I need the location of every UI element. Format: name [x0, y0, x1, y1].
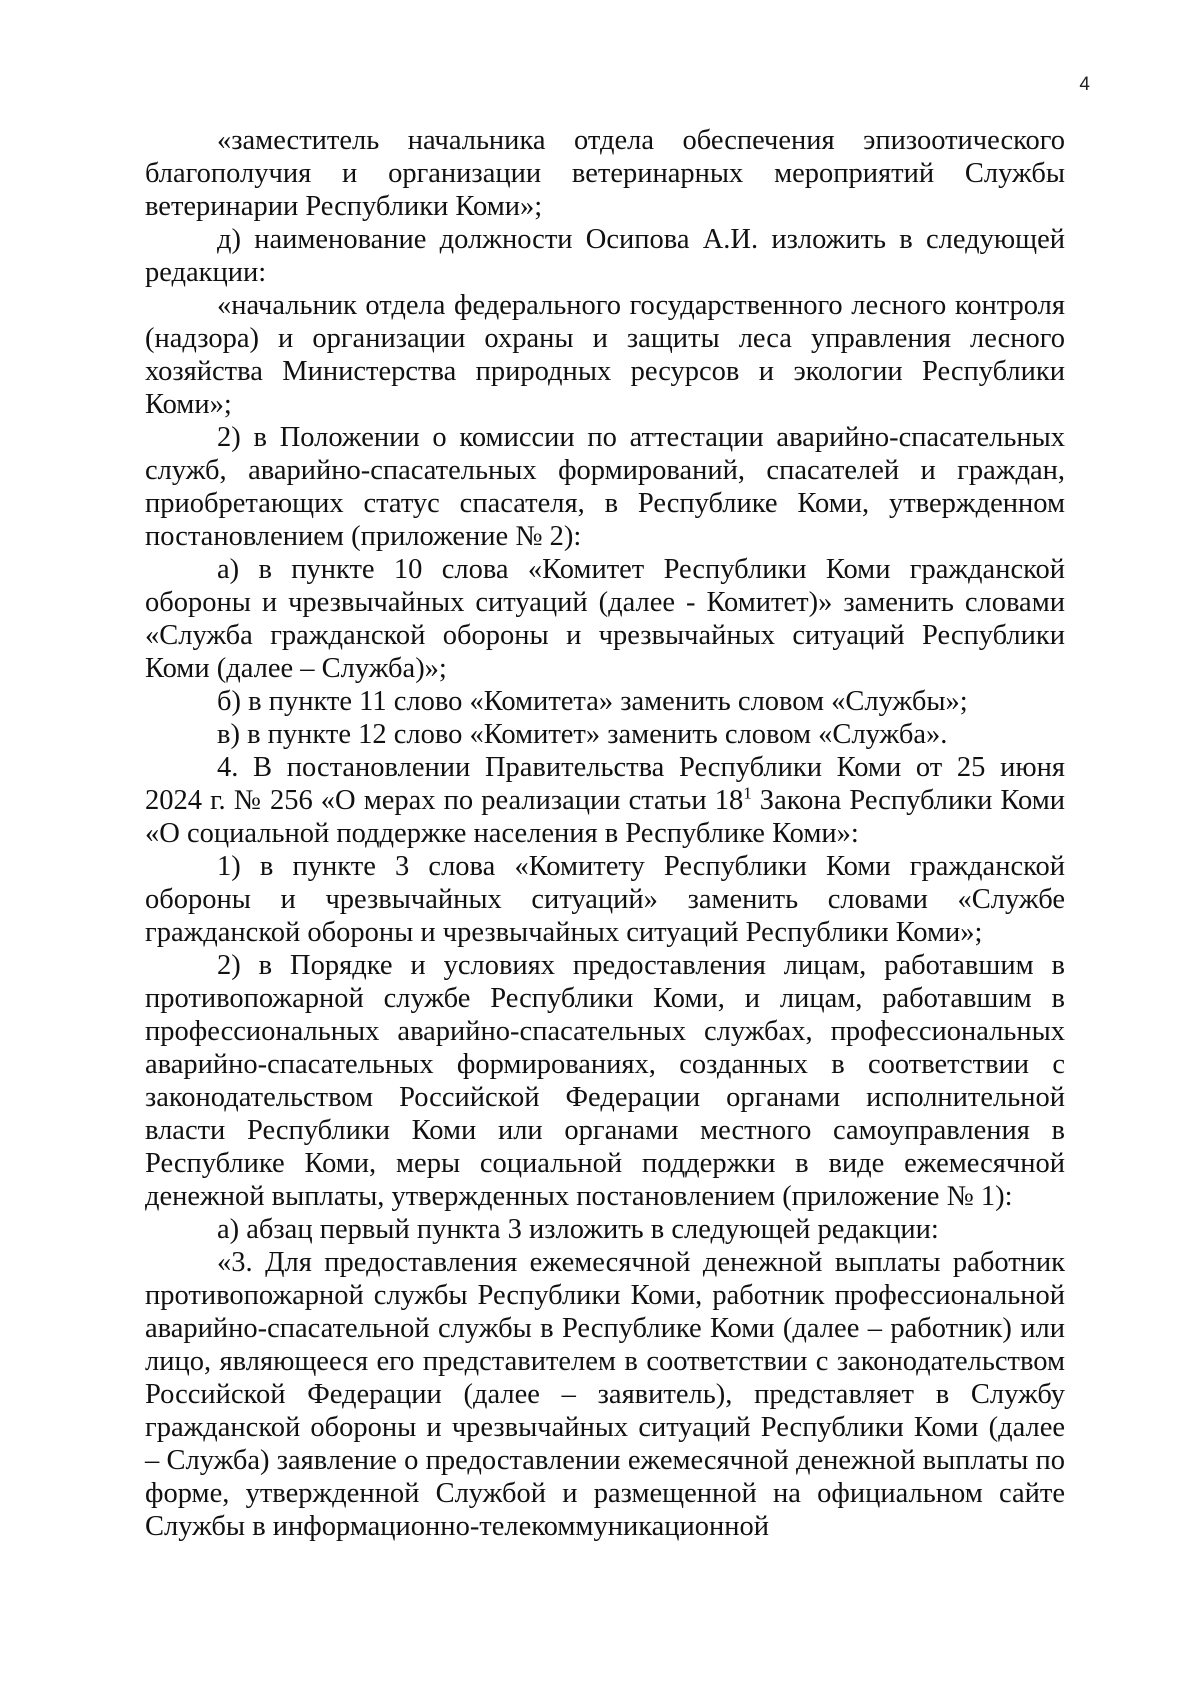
paragraph-2: д) наименование должности Осипова А.И. изложить в следующей редакции: — [145, 224, 1065, 288]
paragraph-3: «начальник отдела федерального государственного лесного контроля (надзора) и организации охраны и защиты леса управления лесного хозяйства Министерства природных ресурсов и экологии Республики Коми»; — [145, 290, 1065, 420]
paragraph-8-superscript: 1 — [743, 783, 752, 803]
paragraph-6: б) в пункте 11 слово «Комитета» заменить словом «Службы»; — [217, 686, 968, 717]
paragraph-12: «3. Для предоставления ежемесячной денежной выплаты работник противопожарной службы Республики Коми, работник профессиональной аварийно-спасательной службы в Республике Коми (далее – работник) или лицо, являющееся его представителем в соответствии с законодательством Российской Федерации (далее – заявитель), представляет в Службу гражданской обороны и чрезвычайных ситуаций Республики Коми (далее – Служба) заявление о предоставлении ежемесячной денежной выплаты по форме, утвержденной Службой и размещенной на официальном сайте Службы в информационно-телекоммуникационной — [145, 1247, 1065, 1542]
paragraph-4: 2) в Положении о комиссии по аттестации аварийно-спасательных служб, аварийно-спасательных формирований, спасателей и граждан, приобретающих статус спасателя, в Республике Коми, утвержденном постановлением (приложение № 2): — [145, 422, 1065, 552]
paragraph-5: а) в пункте 10 слова «Комитет Республики Коми гражданской обороны и чрезвычайных ситуаций (далее - Комитет)» заменить словами «Служба гражданской обороны и чрезвычайных ситуаций Республики Коми (далее – Служба)»; — [145, 554, 1065, 684]
paragraph-8-text-after: Закона Республики Коми «О социальной поддержке населения в Республике Коми»: — [145, 785, 1065, 849]
paragraph-8 — [145, 751, 1065, 850]
paragraph-11: а) абзац первый пункта 3 изложить в следующей редакции: — [217, 1214, 939, 1245]
paragraph-1: «заместитель начальника отдела обеспечения эпизоотического благополучия и организации ветеринарных мероприятий Службы ветеринарии Республики Коми»; — [145, 125, 1065, 222]
paragraph-9: 1) в пункте 3 слова «Комитету Республики Коми гражданской обороны и чрезвычайных ситуаций» заменить словами «Службе гражданской обороны и чрезвычайных ситуаций Республики Коми»; — [145, 851, 1065, 948]
page-number: 4 — [1079, 74, 1090, 95]
document-body — [145, 124, 1065, 1543]
paragraph-8-text-before: 4. В постановлении Правительства Республики Коми от 25 июня 2024 г. № 256 «О мерах по реализации статьи 18 — [145, 752, 1065, 816]
paragraph-7: в) в пункте 12 слово «Комитет» заменить словом «Служба». — [217, 719, 948, 750]
paragraph-10: 2) в Порядке и условиях предоставления лицам, работавшим в противопожарной службе Республики Коми, и лицам, работавшим в профессиональных аварийно-спасательных службах, профессиональных аварийно-спасательных формированиях, созданных в соответствии с законодательством Российской Федерации органами исполнительной власти Республики Коми или органами местного самоуправления в Республике Коми, меры социальной поддержки в виде ежемесячной денежной выплаты, утвержденных постановлением (приложение № 1): — [145, 950, 1065, 1212]
